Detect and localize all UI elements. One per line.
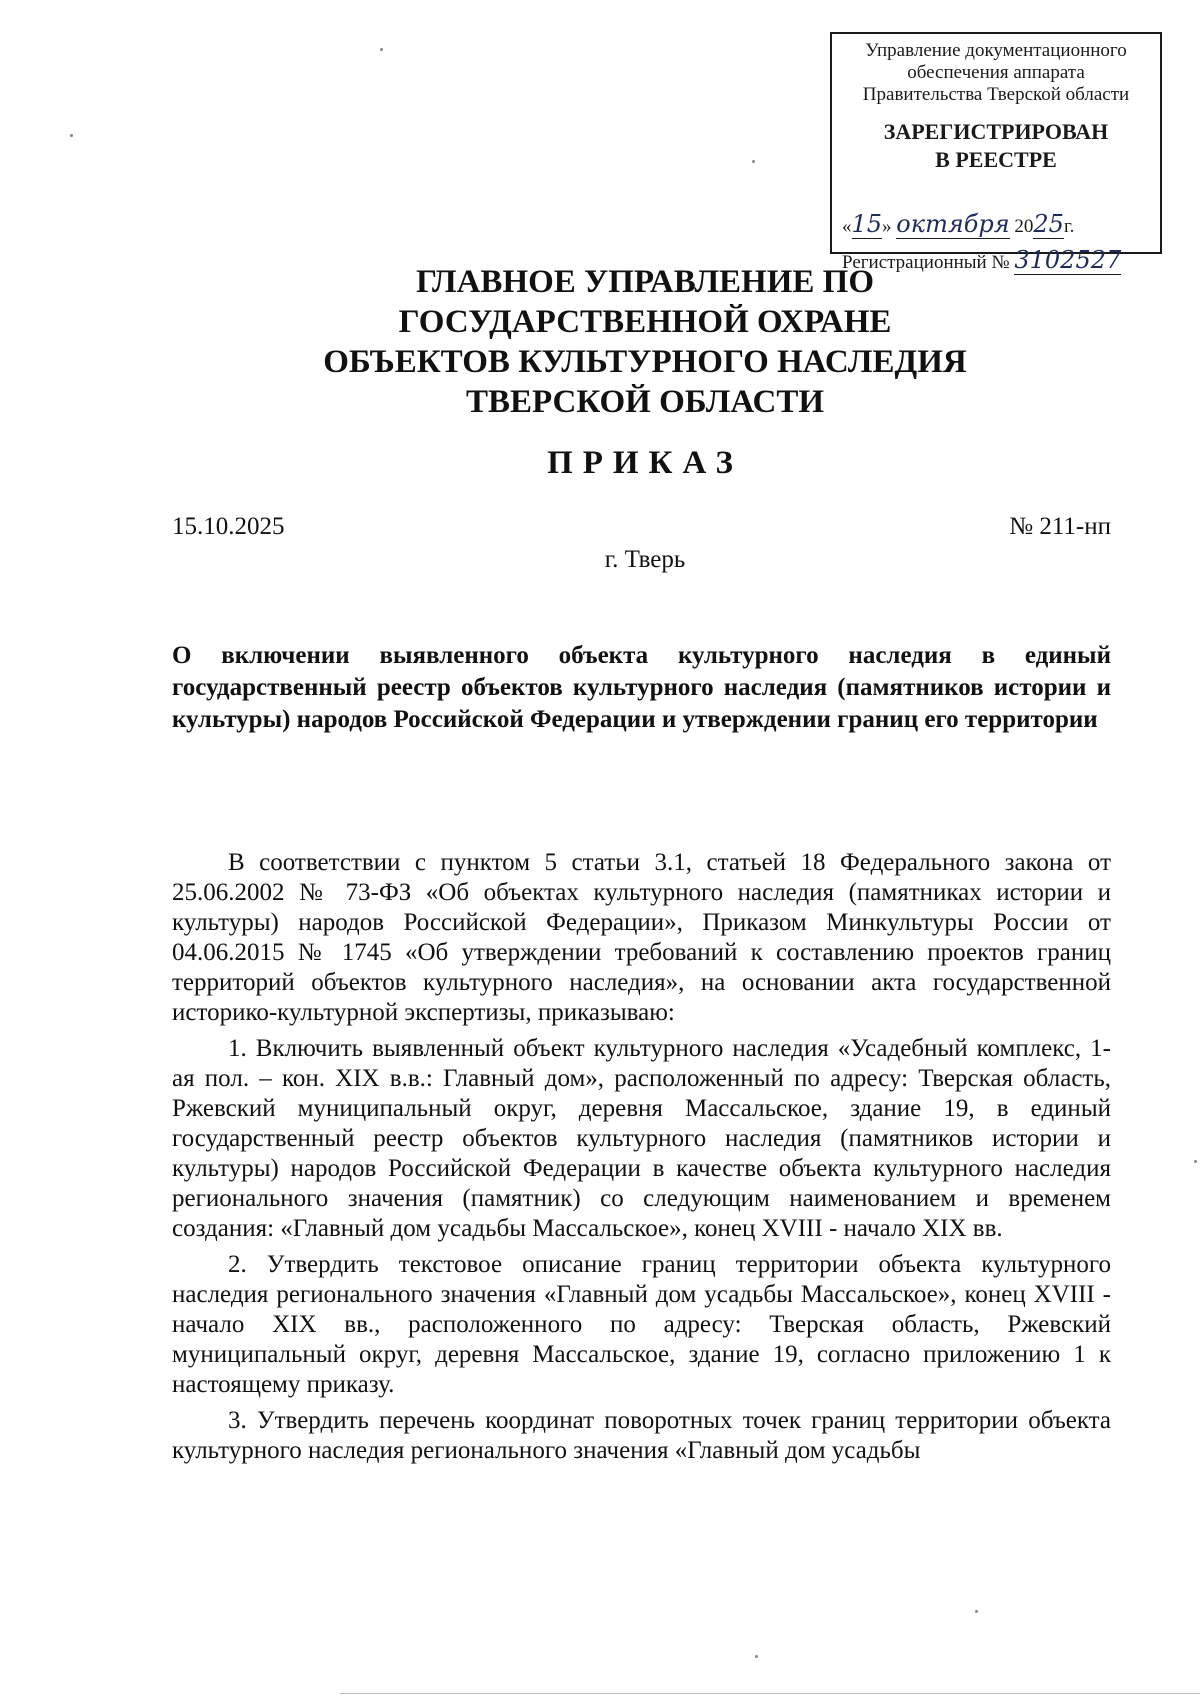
stamp-registration-label: Регистрационный № <box>842 252 1010 273</box>
stamp-department-line: обеспечения аппарата <box>907 62 1085 83</box>
stamp-date-quote-close: » <box>882 216 892 237</box>
stamp-registration-value: 3102527 <box>1014 246 1122 274</box>
organization-name-line: ГОСУДАРСТВЕННОЙ ОХРАНЕ <box>398 304 892 340</box>
body-item-3: 3. Утвердить перечень координат поворотных точек границ территории объекта культурного наследия регионального значения «Главный дом усадьбы <box>172 1407 1111 1464</box>
document-date: 15.10.2025 <box>172 513 285 540</box>
organization-name-line: ГЛАВНОЕ УПРАВЛЕНИЕ ПО <box>416 264 874 300</box>
stamp-department-line: Управление документационного <box>865 40 1127 61</box>
stamp-date-month: октября <box>896 210 1010 238</box>
organization-name-line: ОБЪЕКТОВ КУЛЬТУРНОГО НАСЛЕДИЯ <box>323 344 967 380</box>
stamp-date <box>842 210 1074 238</box>
document-type-title: ПРИКАЗ <box>547 445 743 481</box>
scan-speck <box>380 48 383 51</box>
organization-name-line: ТВЕРСКОЙ ОБЛАСТИ <box>465 384 825 420</box>
organization-name <box>0 262 1200 422</box>
document-city: г. Тверь <box>604 546 686 573</box>
stamp-date-quote-open: « <box>842 216 852 237</box>
scan-speck <box>70 134 73 137</box>
scan-edge-line <box>340 1693 1200 1694</box>
scan-speck <box>755 1655 758 1658</box>
body-preamble: В соответствии с пунктом 5 статьи 3.1, статьей 18 Федерального закона от 25.06.2002 № 73-ФЗ «Об объектах культурного наследия (памятниках истории и культуры) народов Российской Федерации», Приказом Минкультуры России от 04.06.2015 № 1745 «Об утверждении требований к составлению проектов границ территорий объектов культурного наследия», на основании акта государственной историко-культурной экспертизы, приказываю: <box>172 849 1111 1026</box>
body-item-1: 1. Включить выявленный объект культурного наследия «Усадебный комплекс, 1-ая пол. – кон. XIX в.в.: Главный дом», расположенный по адресу: Тверская область, Ржевский муниципальный округ, деревня Массальское, здание 19, в единый государственный реестр объектов культурного наследия (памятников истории и культуры) народов Российской Федерации в качестве объекта культурного наследия регионального значения (памятник) со следующим наименованием и временем создания: «Главный дом усадьбы Массальское», конец XVIII - начало XIX вв. <box>172 1035 1111 1242</box>
body-item-2: 2. Утвердить текстовое описание границ территории объекта культурного наследия регионального значения «Главный дом усадьбы Массальское», конец XVIII - начало XIX вв., расположенного по адресу: Тверская область, Ржевский муниципальный округ, деревня Массальское, здание 19, согласно приложению 1 к настоящему приказу. <box>172 1251 1111 1398</box>
registration-stamp <box>830 32 1162 274</box>
scan-speck <box>975 1610 978 1613</box>
stamp-department <box>832 40 1160 106</box>
stamp-date-year-suffix: 25 <box>1033 210 1064 238</box>
stamp-date-day: 15 <box>851 210 883 238</box>
stamp-date-year-end: г. <box>1063 216 1075 237</box>
stamp-registered <box>832 118 1160 174</box>
stamp-department-line: Правительства Тверской области <box>862 84 1130 105</box>
stamp-registered-line: ЗАРЕГИСТРИРОВАН <box>883 119 1109 144</box>
scan-speck <box>1194 1160 1197 1163</box>
document-number: № 211-нп <box>1009 513 1111 540</box>
document-subject: О включении выявленного объекта культурного наследия в единый государственный реестр объектов культурного наследия (памятников истории и культуры) народов Российской Федерации и утверждении границ его территории <box>172 642 1111 733</box>
document-body <box>172 848 1111 1472</box>
stamp-registered-line: В РЕЕСТРЕ <box>935 147 1057 172</box>
stamp-date-year-prefix: 20 <box>1014 216 1034 237</box>
scan-speck <box>752 160 755 163</box>
